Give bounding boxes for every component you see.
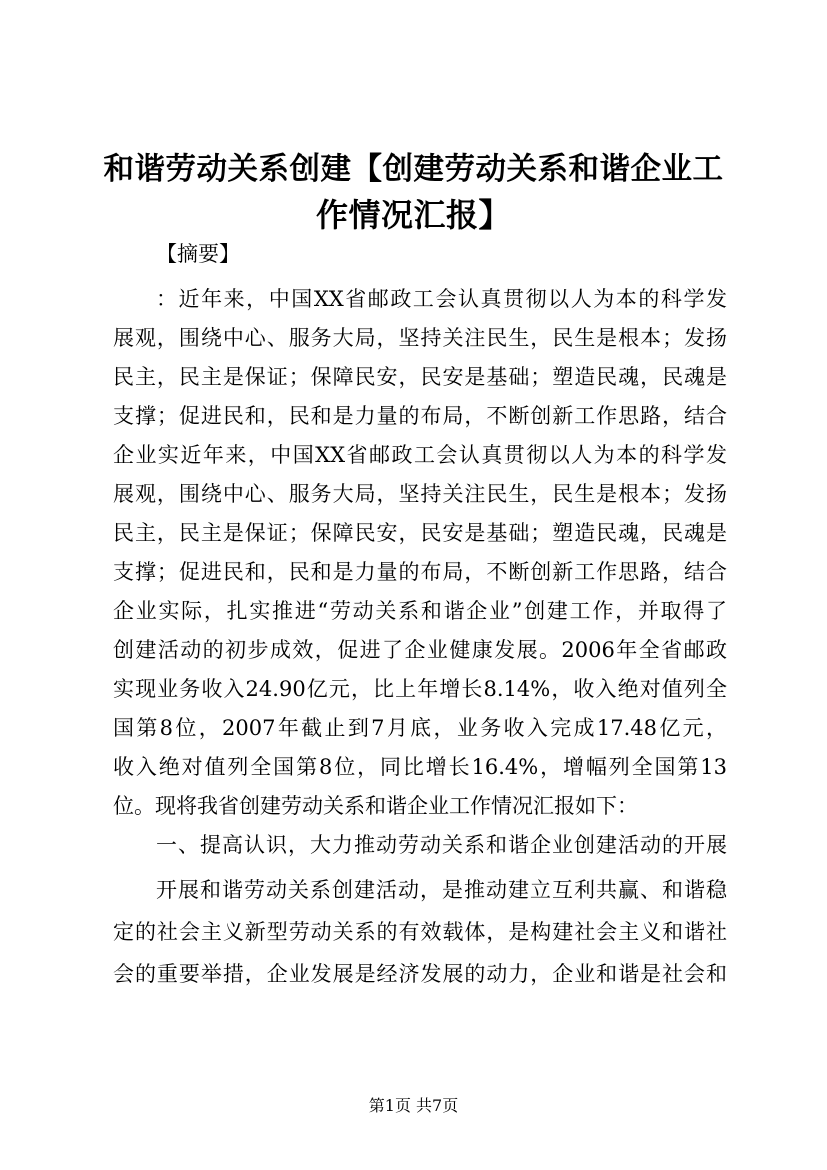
- paragraph-line: 民主，民主是保证；保障民安，民安是基础；塑造民魂，民魂是: [113, 521, 727, 545]
- section-heading: 一、提高认识，大力推动劳动关系和谐企业创建活动的开展: [156, 833, 727, 857]
- page-footer: 第1页 共7页: [368, 1096, 459, 1115]
- paragraph-line: 支撑；促进民和，民和是力量的布局，不断创新工作思路，结合: [113, 404, 727, 428]
- paragraph-line: 展观，围绕中心、服务大局，坚持关注民生，民生是根本；发扬: [113, 326, 727, 350]
- paragraph-line: 收入绝对值列全国第8位，同比增长16.4%，增幅列全国第13: [113, 755, 727, 779]
- paragraph-line: 企业实近年来，中国XX省邮政工会认真贯彻以人为本的科学发: [113, 443, 727, 467]
- paragraph-line: 创建活动的初步成效，促进了企业健康发展。2006年全省邮政: [113, 638, 727, 662]
- paragraph-line: 民主，民主是保证；保障民安，民安是基础；塑造民魂，民魂是: [113, 365, 727, 389]
- paragraph-line: 定的社会主义新型劳动关系的有效载体，是构建社会主义和谐社: [113, 920, 727, 944]
- paragraph-line: 企业实际，扎实推进“劳动关系和谐企业”创建工作，并取得了: [113, 599, 727, 623]
- paragraph-line: 国第8位，2007年截止到7月底，业务收入完成17.48亿元，: [113, 716, 727, 740]
- abstract-heading: 【摘要】: [156, 242, 240, 266]
- paragraph-line: 开展和谐劳动关系创建活动，是推动建立互利共赢、和谐稳: [156, 878, 727, 902]
- document-title: [100, 146, 727, 238]
- paragraph-line: 实现业务收入24.90亿元，比上年增长8.14%，收入绝对值列全: [113, 677, 727, 701]
- paragraph-line: ：近年来，中国XX省邮政工会认真贯彻以人为本的科学发: [156, 287, 727, 311]
- title-line-2: 作情况汇报】: [315, 196, 511, 234]
- paragraph-line: 支撑；促进民和，民和是力量的布局，不断创新工作思路，结合: [113, 560, 727, 584]
- paragraph-line: 展观，围绕中心、服务大局，坚持关注民生，民生是根本；发扬: [113, 482, 727, 506]
- paragraph-line: 会的重要举措，企业发展是经济发展的动力，企业和谐是社会和: [113, 962, 727, 986]
- title-line-1: 和谐劳动关系创建【创建劳动关系和谐企业工: [103, 151, 724, 187]
- paragraph-line: 位。现将我省创建劳动关系和谐企业工作情况汇报如下：: [113, 794, 638, 818]
